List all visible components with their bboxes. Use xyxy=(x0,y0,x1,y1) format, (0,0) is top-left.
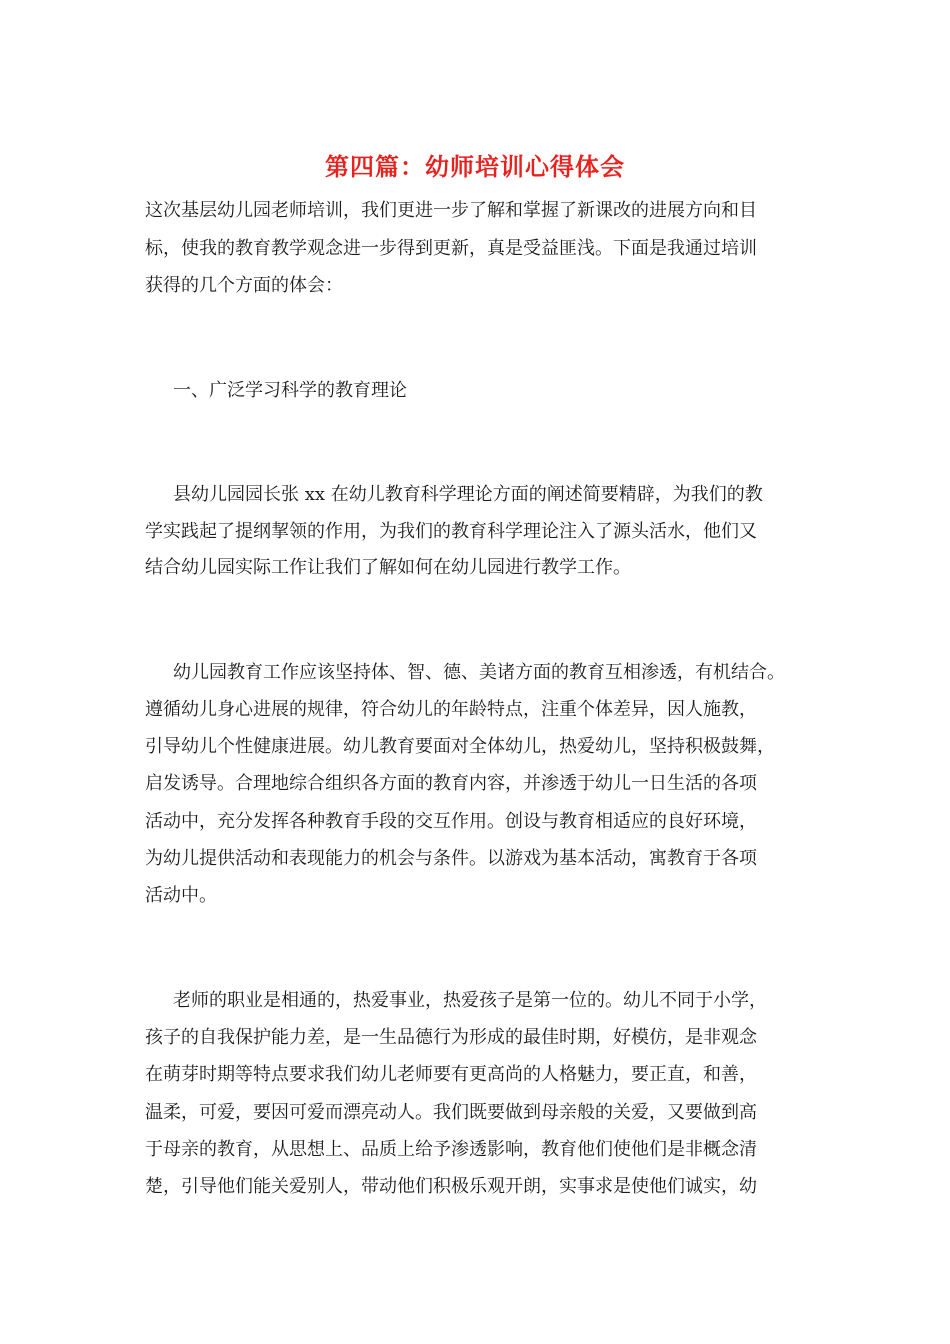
para3-line-2: 孩子的自我保护能力差，是一生品德行为形成的最佳时期，好模仿，是非观念 xyxy=(145,1027,757,1048)
document-title: 第四篇：幼师培训心得体会 xyxy=(325,152,625,181)
para2-line-4: 启发诱导。合理地综合组织各方面的教育内容，并渗透于幼儿一日生活的各项 xyxy=(145,773,757,794)
section-heading: 一、广泛学习科学的教育理论 xyxy=(173,380,407,401)
para1-line-3: 结合幼儿园实际工作让我们了解如何在幼儿园进行教学工作。 xyxy=(145,557,631,578)
para3-line-4: 温柔，可爱，要因可爱而漂亮动人。我们既要做到母亲般的关爱，又要做到高 xyxy=(145,1102,757,1123)
intro-line-1: 这次基层幼儿园老师培训，我们更进一步了解和掌握了新课改的进展方向和目 xyxy=(145,200,757,221)
para2-line-2: 遵循幼儿身心进展的规律，符合幼儿的年龄特点，注重个体差异，因人施教， xyxy=(145,699,757,720)
para2-line-7: 活动中。 xyxy=(145,885,217,906)
para3-line-5: 于母亲的教育，从思想上、品质上给予渗透影响，教育他们使他们是非概念清 xyxy=(145,1139,757,1160)
para3-line-3: 在萌芽时期等特点要求我们幼儿老师要有更高尚的人格魅力，要正直，和善， xyxy=(145,1064,757,1085)
para2-line-1: 幼儿园教育工作应该坚持体、智、德、美诸方面的教育互相渗透，有机结合。 xyxy=(173,662,785,683)
para2-line-3: 引导幼儿个性健康进展。幼儿教育要面对全体幼儿，热爱幼儿，坚持积极鼓舞， xyxy=(145,736,775,757)
para3-line-1: 老师的职业是相通的，热爱事业，热爱孩子是第一位的。幼儿不同于小学， xyxy=(173,990,767,1011)
intro-line-3: 获得的几个方面的体会： xyxy=(145,275,343,296)
para2-line-6: 为幼儿提供活动和表现能力的机会与条件。以游戏为基本活动，寓教育于各项 xyxy=(145,848,757,869)
para1-line-1: 县幼儿园园长张 xx 在幼儿教育科学理论方面的阐述简要精辟，为我们的教 xyxy=(173,484,763,505)
para2-line-5: 活动中，充分发挥各种教育手段的交互作用。创设与教育相适应的良好环境， xyxy=(145,811,757,832)
para1-line-2: 学实践起了提纲挈领的作用，为我们的教育科学理论注入了源头活水，他们又 xyxy=(145,521,757,542)
para3-line-6: 楚，引导他们能关爱别人，带动他们积极乐观开朗，实事求是使他们诚实，幼 xyxy=(145,1176,757,1197)
intro-line-2: 标，使我的教育教学观念进一步得到更新，真是受益匪浅。下面是我通过培训 xyxy=(145,238,757,259)
